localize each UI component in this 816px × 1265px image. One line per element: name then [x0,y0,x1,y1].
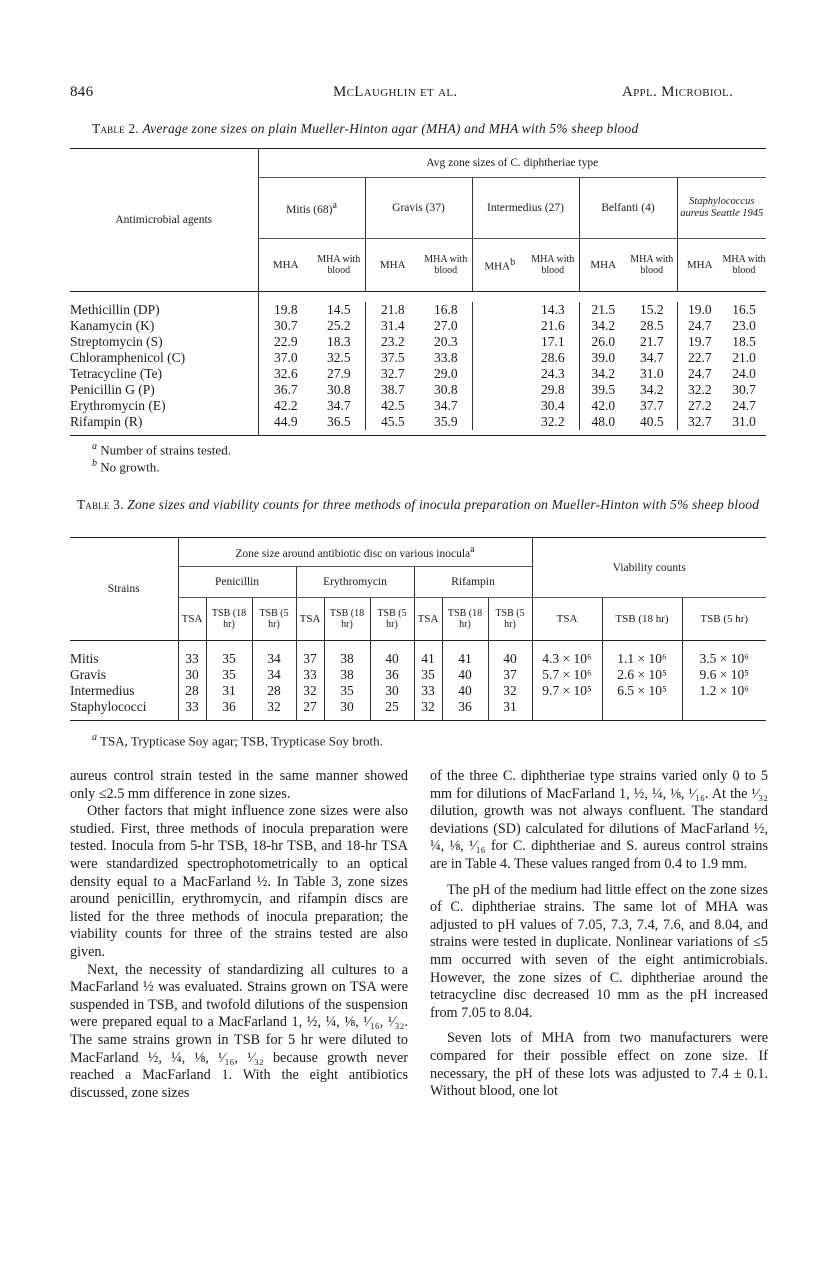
table2-value-cell: 16.8 [433,301,458,317]
table2-value-cell: 27.0 [433,317,458,333]
table3-row [70,651,766,667]
table2-value-cell: 24.3 [540,365,565,381]
table2-agent-cell: Rifampin (R) [70,413,143,429]
table2-value-cell [472,318,527,334]
table3-zone-cell: 33 [414,683,442,699]
table2-value-cell: 36.5 [326,413,351,429]
table3-strain-cell: Intermedius [70,682,135,698]
table2-value-cell: 22.9 [258,334,313,350]
table2-agent-cell: Tetracycline (Te) [70,365,163,381]
table2-value-cell: 38.7 [365,382,420,398]
paragraph: The pH of the medium had little effect on the zone sizes of C. diphtheriae strains. The same lot of MHA was adjusted to pH values of 7.05, 7.3, 7.4, 7.6, and 8.04, and strains were tested in duplicate. Nonlinear variations of ≤5 mm occurred with seven of the eight antimicrobials. However, the zone sizes of C. diphtheriae around the tetracycline disc decreased 10 mm as the pH increased from 7.05 to 8.04. [430,881,768,1021]
table3-zone-cell: 34 [252,651,296,667]
table3-antibiotic-rifampin: Rifampin [414,567,532,598]
table3-viability-cell: 1.1 × 10⁶ [602,651,682,667]
table2-value-cell [472,350,527,366]
table2-value-cell: 28.5 [639,317,664,333]
table2-value-cell: 37.7 [639,397,664,413]
table2-value-cell: 18.3 [326,333,351,349]
table3-viability-cell: 4.3 × 10⁶ [532,651,602,667]
table3-strain-cell: Staphylococci [70,698,147,714]
table3-zone-cell: 30 [178,667,206,683]
table2-value-cell: 25.2 [326,317,351,333]
paragraph: Seven lots of MHA from two manufacturers were compared for their possible effect on zone size. If necessary, the pH of these lots was adjusted to 7.4 ± 0.1. Without blood, one lot [430,1030,768,1100]
table2-value-cell: 26.0 [579,334,627,350]
table2-value-cell: 27.2 [677,398,722,414]
table2-value-cell: 14.5 [326,301,351,317]
table2-value-cell: 21.6 [540,317,565,333]
table2-value-cell: 42.2 [258,398,313,414]
table2-value-cell: 32.2 [540,413,565,429]
table2-value-cell: 39.0 [579,350,627,366]
table2-row [70,398,766,414]
table3-zone-cell: 30 [324,699,370,715]
table3-zone-cell: 30 [370,683,414,699]
table3-row [70,667,766,683]
table3-label: Table 3. [76,497,124,512]
table3-sub-tsb5: TSB (5 hr) [488,598,532,641]
table2-value-cell: 42.0 [579,398,627,414]
table2-value-cell: 30.8 [433,381,458,397]
table2-footnote-b-text: No growth. [100,459,160,475]
table2-value-cell: 35.9 [433,413,458,429]
table2-value-cell: 17.1 [540,333,565,349]
paragraph: of the three C. diphtheriae type strains varied only 0 to 5 mm for dilutions of MacFarland 1, ½, ¼, ⅛, ¹⁄₁₆. At the ¹⁄₃₂ dilution, growth was not always confluent. The standard deviations (SD) calculated for dilutions of MacFarland ½, ¼, ⅛, ¹⁄₁₆ for C. diphtheriae and S. aureus control strains are in Table 4. These values ranged from 0.4 to 1.9 mm. [430,768,768,872]
table2-value-cell: 34.2 [579,318,627,334]
table3-zone-cell: 25 [370,699,414,715]
table3-viability-cell [682,699,766,715]
table2-agent-cell: Chloramphenicol (C) [70,349,186,365]
page-number: 846 [70,84,94,100]
table2-value-cell: 32.5 [326,349,351,365]
table3-viability-header: Viability counts [532,538,766,598]
table2-value-cell: 22.7 [677,350,722,366]
table3-sub-tsa: TSA [414,598,442,641]
table2-value-cell: 45.5 [365,414,420,430]
table2-value-cell: 24.0 [732,365,756,381]
table3-row [70,699,766,715]
table2-value-cell: 29.8 [540,381,565,397]
table2-value-cell: 39.5 [579,382,627,398]
table2-value-cell: 28.6 [540,349,565,365]
table2-value-cell [472,334,527,350]
table2-group-belfanti: Belfanti (4) [579,178,677,239]
table2-value-cell: 14.3 [540,301,565,317]
table2-value-cell: 21.8 [365,302,420,318]
table2-value-cell: 19.0 [677,302,722,318]
table2-value-cell: 34.2 [579,366,627,382]
table3-sub-tsb5: TSB (5 hr) [682,598,766,641]
table2-value-cell: 36.7 [258,382,313,398]
table3-sub-tsa: TSA [296,598,324,641]
table2-sub-mha: MHA [258,239,313,292]
table3-viability-cell: 5.7 × 10⁶ [532,667,602,683]
table2-value-cell: 21.5 [579,302,627,318]
table2-sub-blood: MHA with blood [531,254,575,276]
table2-value-cell: 32.6 [258,366,313,382]
table2-value-cell: 32.7 [677,414,722,430]
table2-value-cell: 29.0 [433,365,458,381]
table2-value-cell: 34.2 [639,381,664,397]
table2-value-cell: 23.2 [365,334,420,350]
table3-sub-tsb5: TSB (5 hr) [370,598,414,641]
table3 [70,537,766,721]
table3-strain-cell: Gravis [70,666,106,682]
table3-antibiotic-erythromycin: Erythromycin [296,567,414,598]
table2-value-cell: 24.7 [677,366,722,382]
table2-value-cell: 37.0 [258,350,313,366]
table2-value-cell: 30.7 [258,318,313,334]
table2-value-cell: 27.9 [326,365,351,381]
journal-name: Appl. Microbiol. [622,84,734,100]
table2-sub-mha: MHA [677,239,722,292]
table3-viability-cell: 1.2 × 10⁶ [682,683,766,699]
running-authors: McLaughlin et al. [333,84,458,100]
table2-value-cell: 19.8 [258,302,313,318]
table2-caption-text: Average zone sizes on plain Mueller-Hinton agar (MHA) and MHA with 5% sheep blood [142,121,639,136]
table3-zone-cell: 38 [324,651,370,667]
table2-value-cell: 30.8 [326,381,351,397]
table2-value-cell: 37.5 [365,350,420,366]
table3-sub-tsb18: TSB (18 hr) [324,598,370,641]
table3-footnote-text: TSA, Trypticase Soy agar; TSB, Trypticase Soy broth. [100,733,383,749]
table2-value-cell: 30.7 [732,381,756,397]
table2-sub-blood: MHA with blood [630,254,674,276]
table2-label: Table 2. [92,121,139,136]
table2-value-cell: 32.2 [677,382,722,398]
table2-agent-cell: Streptomycin (S) [70,333,163,349]
table3-zone-cell: 37 [488,667,532,683]
table2-value-cell: 18.5 [732,333,756,349]
table2-sub-mha: MHA [365,239,420,292]
table2 [70,148,766,436]
table3-zone-cell: 35 [206,651,252,667]
table3-row [70,683,766,699]
table2-group-staph: Staphylococcus aureus Seattle 1945 [677,178,766,239]
table3-zone-cell: 32 [252,699,296,715]
table3-viability-cell: 2.6 × 10⁵ [602,667,682,683]
table3-viability-cell: 3.5 × 10⁶ [682,651,766,667]
table3-sub-tsa: TSA [532,598,602,641]
table3-antibiotic-penicillin: Penicillin [178,567,296,598]
table2-row [70,414,766,430]
table2-value-cell: 20.3 [433,333,458,349]
table2-sub-blood: MHA with blood [722,254,766,276]
paragraph: Other factors that might influence zone sizes were also studied. First, three methods of inocula preparation were tested. Inocula from 5-hr TSB, 18-hr TSB, and 18-hr TSA were standardized spectrophotometrically to an optical density equal to a MacFarland ½. In Table 3, zone sizes around penicillin, erythromycin, and rifampin discs are listed for the three methods of inocula preparation; the viability counts for three of the strains tested are also given. [70,803,408,960]
table2-nogrowth-sup: b [510,257,516,269]
table2-group-intermedius: Intermedius (27) [472,178,579,239]
table3-zone-cell: 27 [296,699,324,715]
table3-zone-cell: 36 [370,667,414,683]
body-right-column [430,768,768,1101]
table2-value-cell: 34.7 [433,397,458,413]
table3-sub-tsa: TSA [178,598,206,641]
table2-value-cell: 42.5 [365,398,420,414]
table2-value-cell: 31.4 [365,318,420,334]
table2-value-cell: 23.0 [732,317,756,333]
table2-footnote-b: $^b$ No growth. [92,458,160,475]
table2-value-cell: 34.7 [639,349,664,365]
table2-sub-mha-nogrowth [472,239,527,292]
table3-zone-cell: 41 [414,651,442,667]
table2-value-cell: 21.7 [639,333,664,349]
table3-zone-cell: 28 [178,683,206,699]
table3-zone-cell: 36 [206,699,252,715]
table2-row [70,318,766,334]
table2-sub-blood: MHA with blood [424,254,468,276]
table3-zone-sup: a [470,544,475,556]
table3-sub-tsb5: TSB (5 hr) [252,598,296,641]
table2-caption [92,121,792,137]
table2-value-cell: 44.9 [258,414,313,430]
table2-value-cell: 33.8 [433,349,458,365]
table3-viability-cell: 9.7 × 10⁵ [532,683,602,699]
table2-footnote-a-text: Number of strains tested. [100,442,231,458]
table2-agent-cell: Penicillin G (P) [70,381,155,397]
paragraph: Next, the necessity of standardizing all cultures to a MacFarland ½ was evaluated. Strains grown on TSA were suspended in TSB, and twofold dilutions of the suspension were prepared equal to a MacFarland 1, ½, ¼, ⅛, ¹⁄₁₆, ¹⁄₃₂. The same strains grown in TSB for 5 hr were diluted to MacFarland ½, ¼, ⅛, ¹⁄₁₆, ¹⁄₃₂ because growth never reached a MacFarland 1. With the eight antibiotics discussed, zone sizes [70,961,408,1101]
table2-row [70,334,766,350]
table3-viability-cell: 6.5 × 10⁵ [602,683,682,699]
table2-group-header: Avg zone sizes of C. diphtheriae type [258,149,766,178]
table3-strain-cell: Mitis [70,650,99,666]
table2-group-mitis-label: Mitis (68) [286,203,333,216]
table3-zone-cell: 33 [178,699,206,715]
table2-row [70,350,766,366]
table3-row-header: Strains [107,583,140,595]
table3-zone-cell: 35 [414,667,442,683]
table2-value-cell: 16.5 [732,301,756,317]
table2-value-cell [472,302,527,318]
table3-zone-cell: 36 [442,699,488,715]
table2-value-cell: 19.7 [677,334,722,350]
table2-value-cell [472,382,527,398]
table2-agent-cell: Erythromycin (E) [70,397,166,413]
table2-value-cell: 40.5 [639,413,664,429]
table2-value-cell: 32.7 [365,366,420,382]
table2-value-cell: 34.7 [326,397,351,413]
table2-value-cell [472,414,527,430]
table3-zone-header [178,538,532,567]
table3-zone-cell: 37 [296,651,324,667]
table2-value-cell: 24.7 [677,318,722,334]
table3-zone-cell: 40 [370,651,414,667]
table2-group-mitis [258,178,365,239]
table2-footnote-a: $^a$ Number of strains tested. [92,441,231,458]
table3-caption-text: Zone sizes and viability counts for three methods of inocula preparation on Mueller-Hinton with 5% sheep blood [127,497,760,512]
table3-zone-cell: 40 [488,651,532,667]
table3-zone-cell: 31 [488,699,532,715]
table2-sub-mha: MHA [579,239,627,292]
table2-row [70,382,766,398]
table2-value-cell: 31.0 [639,365,664,381]
table3-zone-cell: 35 [206,667,252,683]
table3-sub-tsb18: TSB (18 hr) [602,598,682,641]
table3-zone-cell: 35 [324,683,370,699]
table3-zone-cell: 34 [252,667,296,683]
table2-value-cell: 15.2 [639,301,664,317]
table2-value-cell: 24.7 [732,397,756,413]
table3-footnote: $^a$ TSA, Trypticase Soy agar; TSB, Trypticase Soy broth. [92,732,383,749]
table3-zone-cell: 31 [206,683,252,699]
table3-zone-cell: 32 [296,683,324,699]
table2-sub-mha-label: MHA [484,260,511,273]
table3-zone-cell: 40 [442,667,488,683]
table3-sub-tsb18: TSB (18 hr) [442,598,488,641]
table3-sub-tsb18: TSB (18 hr) [206,598,252,641]
table3-zone-cell: 28 [252,683,296,699]
body-left-column [70,768,408,1102]
table2-value-cell [472,398,527,414]
table2-value-cell: 48.0 [579,414,627,430]
table2-value-cell: 31.0 [732,413,756,429]
table3-viability-cell [602,699,682,715]
table2-row [70,302,766,318]
table2-sub-blood: MHA with blood [317,254,361,276]
table3-viability-cell: 9.6 × 10⁵ [682,667,766,683]
paragraph: aureus control strain tested in the same manner showed only ≤2.5 mm difference in zone sizes. [70,768,408,802]
table3-zone-cell: 33 [178,651,206,667]
table2-agent-cell: Kanamycin (K) [70,317,155,333]
table3-zone-cell: 38 [324,667,370,683]
table2-group-gravis: Gravis (37) [365,178,472,239]
table2-row-header: Antimicrobial agents [115,214,213,226]
table3-zone-header-text: Zone size around antibiotic disc on various inocula [235,547,471,560]
table2-value-cell: 30.4 [540,397,565,413]
table2-agent-cell: Methicillin (DP) [70,301,160,317]
table3-zone-cell: 40 [442,683,488,699]
table2-row [70,366,766,382]
table2-value-cell: 21.0 [732,349,756,365]
table3-zone-cell: 32 [488,683,532,699]
table3-caption [70,496,766,514]
table3-zone-cell: 32 [414,699,442,715]
table3-viability-cell [532,699,602,715]
table3-zone-cell: 41 [442,651,488,667]
table3-zone-cell: 33 [296,667,324,683]
table2-value-cell [472,366,527,382]
table2-mitis-sup: a [332,200,337,212]
